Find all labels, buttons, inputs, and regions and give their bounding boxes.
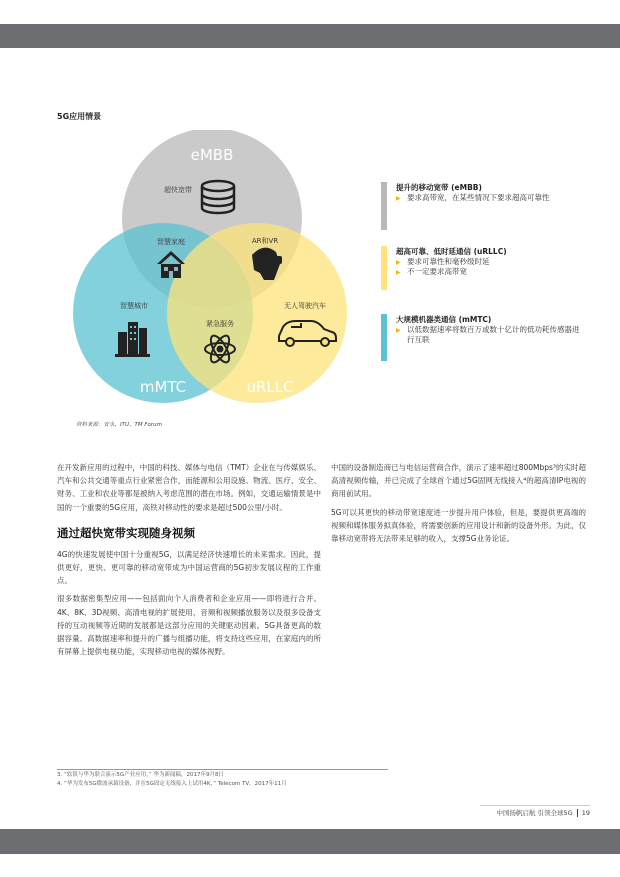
urllc-label: uRLLC <box>246 378 294 396</box>
paragraph: 5G可以其更快的移动带宽速度进一步提升用户体验，但是，要提供更高端的视频和媒体服务拟真体验，将需要创新的应用设计和新的设备外形。为此，仅靠移动宽带将无法带来足够的收入，支撑5G业务论证。 <box>331 507 586 544</box>
top-band <box>0 24 620 48</box>
legend-color-bar <box>381 182 387 230</box>
source-note: 资料来源：安永、ITU、TM Forum <box>76 422 162 428</box>
left-column <box>57 461 321 663</box>
legend-item: ▶ 要求可靠性和毫秒级时延 <box>396 257 490 266</box>
legend-item: ▶ 以低数据速率将数百万或数十亿计的低功耗传感器进行互联 <box>396 325 580 344</box>
footnote: 3. “软银与华为联合演示5G产业应用，” 华为新闻稿，2017年9月8日 <box>57 772 224 778</box>
legend-title: 超高可靠、低时延通信 (uRLLC) <box>396 247 507 256</box>
paragraph: 中国的设备制造商已与电信运营商合作，演示了速率超过800Mbps³的实时超高清视频传输，并已完成了全球首个通过5G固网无线接入⁴的超高清IP电视的商用前试用。 <box>331 463 586 499</box>
paragraph: 在开发新应用的过程中，中国的科技、媒体与电信（TMT）企业在与传媒娱乐、汽车和公共交通等重点行业紧密合作，而能源和公用设施、物流、医疗、安全、财务、工业和农业等都是被纳入考虑范围的潜在市场。例如，交通运输情景是中国的一个重要的5G应用，高铁对移动性的要求是超过500公里/小时。 <box>57 463 321 512</box>
region-label-smart-city: 智慧城市 <box>120 302 148 310</box>
paragraph: 很多数据密集型应用——包括面向个人消费者和企业应用——即将进行合并。4K、8K、3D视频、高清电视的扩展使用、音频和视频播放服务以及很多设备支持的互动视频等近期的发展都是这部分应用的关键驱动因素。5G具备更高的数据容量、高数据速率和提升的广播与组播功能，将支持这些应用，在家庭内的所有屏幕上提供电视功能，实现移动电视的媒体视野。 <box>57 594 321 657</box>
region-label-driverless-car: 无人驾驶汽车 <box>284 302 326 310</box>
venn-diagram <box>60 130 370 420</box>
footer-separator <box>577 809 578 817</box>
paragraph: 4G的快速发展使中国十分重视5G，以满足经济快速增长的未来需求。因此，提供更好，更快、更可靠的移动宽带成为中国运营商的5G初步发展议程的工作重点。 <box>57 549 321 586</box>
legend-title: 大规模机器类通信 (mMTC) <box>396 315 492 324</box>
legend-color-bar <box>381 314 387 361</box>
region-label-emergency: 紧急服务 <box>206 320 234 328</box>
footer-divider <box>480 805 590 806</box>
triangle-bullet-icon: ▶ <box>396 259 401 266</box>
triangle-bullet-icon: ▶ <box>396 327 401 334</box>
section-title: 5G应用情景 <box>57 112 102 121</box>
urllc-circle <box>167 223 347 403</box>
triangle-bullet-icon: ▶ <box>396 195 401 202</box>
region-label-smart-home: 智慧家庭 <box>157 238 185 246</box>
triangle-bullet-icon: ▶ <box>396 269 401 276</box>
page-footer <box>0 808 590 817</box>
bottom-band <box>0 829 620 854</box>
right-column <box>331 461 586 550</box>
footnote: 4. “华为发布5G微波承载设备，并在5G固定无线接入上试用4K，” Telecom TV，2017年11月 <box>57 781 287 787</box>
embb-label: eMBB <box>190 146 234 164</box>
page-number: 19 <box>581 809 590 817</box>
mmtc-label: mMTC <box>139 378 187 396</box>
footer-title: 中国扬帆启航 引领全球5G <box>496 809 573 817</box>
legend-embb <box>381 182 581 203</box>
footnote-divider <box>57 769 388 770</box>
legend-color-bar <box>381 246 387 290</box>
region-label-ar-vr: AR和VR <box>251 237 279 245</box>
footnotes <box>57 771 287 789</box>
legend-mmtc <box>381 314 581 345</box>
legend-urllc <box>381 246 581 277</box>
legend-item: ▶ 要求高带宽，在某些情况下要求超高可靠性 <box>396 193 550 202</box>
region-label-super-fast: 超快宽带 <box>164 186 192 194</box>
sub-heading: 通过超快宽带实现随身视频 <box>57 525 195 540</box>
legend-item: ▶ 不一定要求高带宽 <box>396 267 467 276</box>
legend-title: 提升的移动宽带 (eMBB) <box>396 183 482 192</box>
